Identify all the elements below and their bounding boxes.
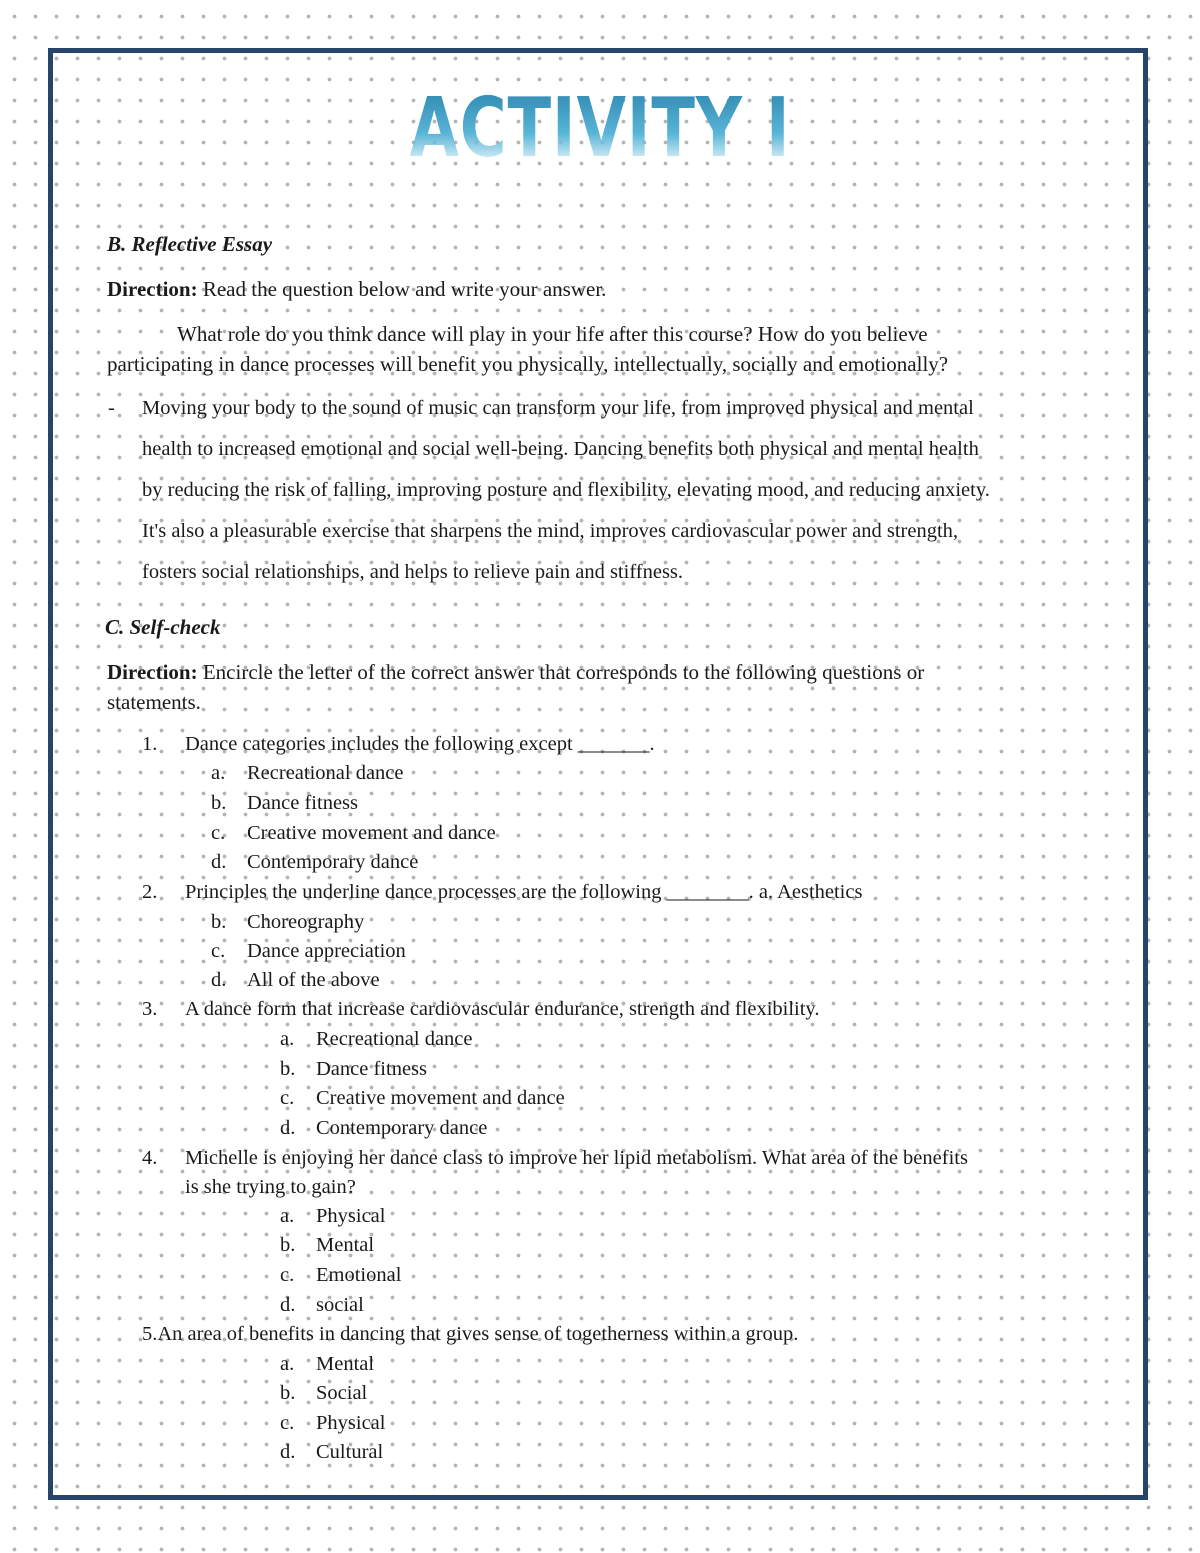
option: b. Mental	[280, 1234, 375, 1256]
option: a. Mental	[280, 1353, 375, 1375]
option: a. Recreational dance	[280, 1028, 473, 1050]
question-text: A dance form that increase cardiovascular endurance, strength and flexibility.	[185, 998, 820, 1020]
section-b-heading: B. Reflective Essay	[107, 232, 273, 256]
question-text-cont: is she trying to gain?	[185, 1176, 356, 1198]
essay-answer-line: health to increased emotional and social well-being. Dancing benefits both physical and mental health	[142, 438, 979, 460]
option: d. Contemporary dance	[211, 851, 419, 873]
essay-question-line-1: What role do you think dance will play in your life after this course? How do you believe	[177, 322, 928, 346]
option: c. Physical	[280, 1412, 386, 1434]
question-number: 3.	[142, 998, 158, 1020]
section-c-direction-cont: statements.	[107, 690, 201, 714]
option: c. Emotional	[280, 1264, 402, 1286]
question-text: 5.An area of benefits in dancing that gives sense of togetherness within a group.	[142, 1323, 799, 1345]
option: c. Dance appreciation	[211, 940, 406, 962]
essay-answer-line: Moving your body to the sound of music can transform your life, from improved physical and mental	[142, 397, 974, 419]
direction-text: Read the question below and write your answer.	[197, 277, 607, 301]
option: b. Dance fitness	[280, 1058, 427, 1080]
option: b. Choreography	[211, 911, 365, 933]
essay-answer	[142, 388, 1132, 593]
answer-bullet: -	[108, 397, 115, 419]
option: b. Social	[280, 1382, 368, 1404]
option: d. All of the above	[211, 969, 380, 991]
option: d. Contemporary dance	[280, 1117, 488, 1139]
question-text: Principles the underline dance processes are the following ________. a. Aesthetics	[185, 881, 863, 903]
page-title: ACTIVITY I	[132, 88, 1068, 170]
direction-label: Direction:	[107, 660, 198, 684]
essay-answer-line: fosters social relationships, and helps to relieve pain and stiffness.	[142, 561, 684, 583]
option: d. social	[280, 1294, 364, 1316]
section-c-direction	[107, 659, 924, 685]
option: b. Dance fitness	[211, 792, 358, 814]
option: d. Cultural	[280, 1441, 384, 1463]
section-c-heading: C. Self-check	[105, 615, 221, 639]
option: a. Recreational dance	[211, 762, 404, 784]
question-text: Dance categories includes the following except _______.	[185, 733, 655, 755]
question-number: 2.	[142, 881, 158, 903]
section-b-direction	[107, 276, 606, 302]
essay-question-line-2: participating in dance processes will benefit you physically, intellectually, socially and emotionally?	[107, 352, 949, 376]
option: c. Creative movement and dance	[280, 1087, 565, 1109]
question-number: 4.	[142, 1147, 158, 1169]
question-number: 1.	[142, 733, 158, 755]
option: a. Physical	[280, 1205, 386, 1227]
direction-text: Encircle the letter of the correct answer that corresponds to the following questions or	[197, 660, 925, 684]
direction-label: Direction:	[107, 277, 198, 301]
essay-answer-line: by reducing the risk of falling, improving posture and flexibility, elevating mood, and reducing anxiety.	[142, 479, 990, 501]
essay-answer-line: It's also a pleasurable exercise that sharpens the mind, improves cardiovascular power and strength,	[142, 520, 959, 542]
option: c. Creative movement and dance	[211, 822, 496, 844]
question-text: Michelle is enjoying her dance class to improve her lipid metabolism. What area of the benefits	[185, 1147, 968, 1169]
